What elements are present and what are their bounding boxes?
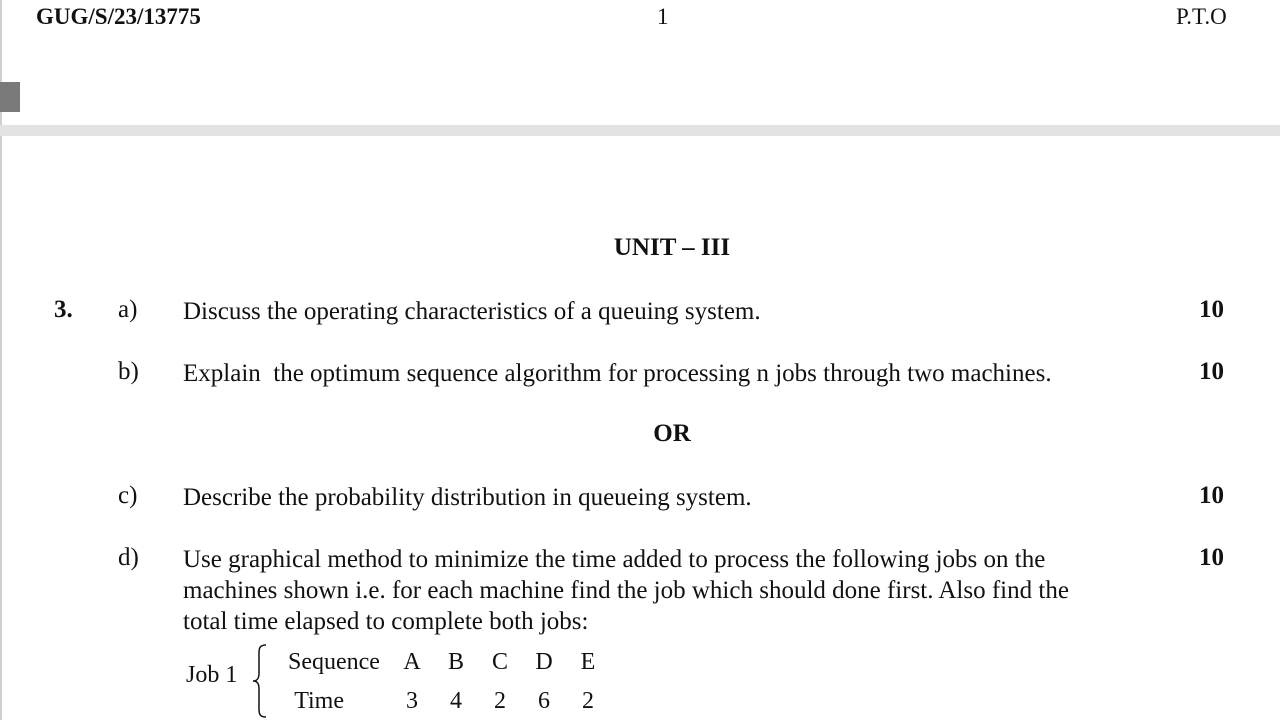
table-cell: D <box>535 649 553 675</box>
part-d-line-1: Use graphical method to minimize the time added to process the following jobs on the <box>183 546 1046 573</box>
part-d-text <box>183 544 1163 637</box>
page-separator <box>0 125 1280 136</box>
table-cell: B <box>447 649 464 675</box>
table-cell: 2 <box>582 688 594 714</box>
table-row <box>288 682 610 721</box>
please-turn-over: P.T.O <box>1176 4 1227 29</box>
table-cell: 4 <box>450 688 462 714</box>
part-a-label: a) <box>118 296 138 323</box>
paper-code: GUG/S/23/13775 <box>36 4 201 29</box>
or-divider: OR <box>653 420 691 447</box>
job-sequence-table <box>288 643 610 721</box>
part-b-label: b) <box>118 358 139 385</box>
page-marker <box>0 82 20 112</box>
job-label: Job 1 <box>186 662 238 688</box>
part-a-text: Discuss the operating characteristics of a queuing system. <box>183 298 761 325</box>
table-cell: 3 <box>406 688 418 714</box>
part-c-label: c) <box>118 482 138 509</box>
row-header: Sequence <box>288 649 380 675</box>
table-cell: E <box>580 649 596 675</box>
table-cell: 6 <box>538 688 550 714</box>
table-cell: C <box>491 649 508 675</box>
part-d-marks: 10 <box>1199 544 1224 571</box>
question-number: 3. <box>54 296 73 323</box>
part-d-label: d) <box>118 544 139 571</box>
row-header <box>288 682 390 721</box>
part-d-line-3: total time elapsed to complete both jobs: <box>183 608 589 635</box>
part-c-marks: 10 <box>1199 482 1224 509</box>
curly-brace <box>252 644 268 718</box>
table-row <box>288 643 610 682</box>
part-b-text: Explain the optimum sequence algorithm for processing n jobs through two machines. <box>183 360 1052 387</box>
part-b-marks: 10 <box>1199 358 1224 385</box>
row-header-text: Time <box>294 688 344 714</box>
part-a-marks: 10 <box>1199 296 1224 323</box>
table-cell: A <box>403 649 421 675</box>
table-cell: 2 <box>494 688 506 714</box>
part-c-text: Describe the probability distribution in queueing system. <box>183 484 752 511</box>
part-d-line-2: machines shown i.e. for each machine find the job which should done first. Also find the <box>183 577 1069 604</box>
unit-heading: UNIT – III <box>613 234 731 261</box>
page-number: 1 <box>657 4 669 29</box>
